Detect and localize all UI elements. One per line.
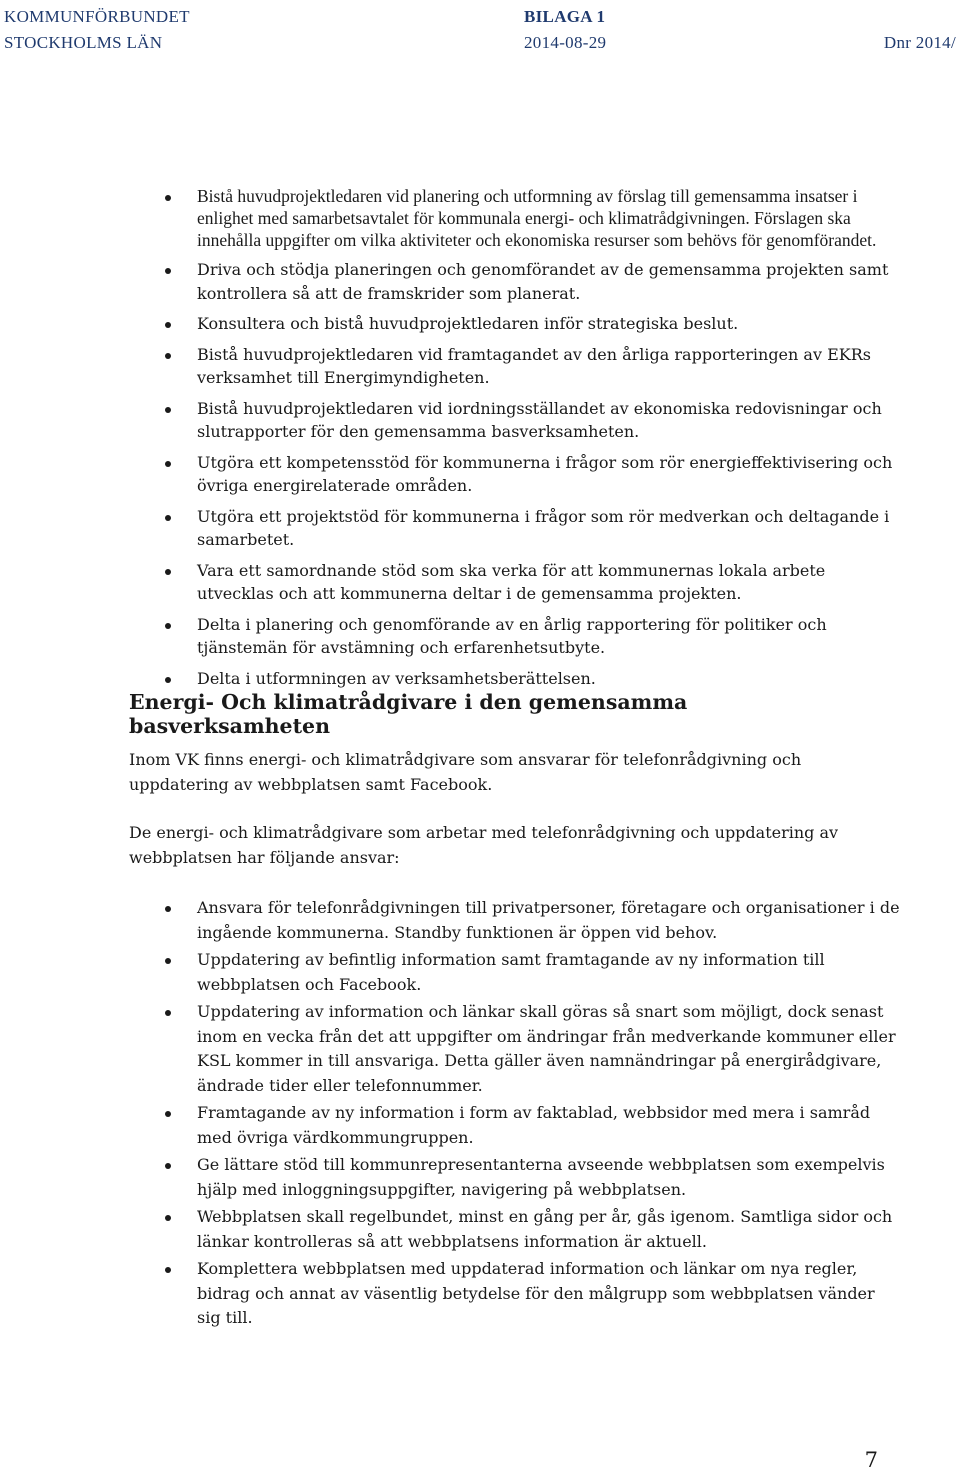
bullet-icon <box>165 353 171 359</box>
bullet-icon <box>165 1163 171 1169</box>
responsibility-intro-paragraph: De energi- och klimatrådgivare som arbetar med telefonrådgivning och uppdatering av webbplatsen har följande ansvar: <box>129 823 839 867</box>
list-item: Uppdatering av information och länkar skall göras så snart som möjligt, dock senast inom en vecka från det att uppgifter om ändringar från medverkande kommuner eller KSL kommer in till ansvariga. Detta gäller även namnändringar på energirådgivare, ändrade tider eller telefonnummer. <box>160 1000 900 1098</box>
document-reference: Dnr 2014/ <box>883 33 956 52</box>
list-item: Ansvara för telefonrådgivningen till privatpersoner, företagare och organisationer i de ingående kommunerna. Standby funktionen är öppen vid behov. <box>160 896 900 945</box>
list-item: Uppdatering av befintlig information samt framtagande av ny information till webbplatsen och Facebook. <box>160 948 900 997</box>
bullet-icon <box>165 906 171 912</box>
list-item: Komplettera webbplatsen med uppdaterad information och länkar om nya regler, bidrag och annat av väsentlig betydelse för den målgrupp som webbplatsen vänder sig till. <box>160 1257 900 1331</box>
section-intro-paragraph: Inom VK finns energi- och klimatrådgivare som ansvarar för telefonrådgivning och uppdatering av webbplatsen samt Facebook. <box>129 750 802 794</box>
list-item: Driva och stödja planeringen och genomförandet av de gemensamma projekten samt kontrollera så att de framskrider som planerat. <box>160 258 900 305</box>
bullet-icon <box>165 1111 171 1117</box>
bullet-icon <box>165 958 171 964</box>
list-item: Bistå huvudprojektledaren vid planering och utformning av förslag till gemensamma insatser i enlighet med samarbetsavtalet för kommunala energi- och klimatrådgivningen. Förslagen ska innehålla uppgifter om vilka aktiviteter och ekonomiska resurser som behövs för genomförandet. <box>160 185 900 251</box>
list-item: Bistå huvudprojektledaren vid framtagandet av den årliga rapporteringen av EKRs verksamhet till Energimyndigheten. <box>160 343 900 390</box>
attachment-label: BILAGA 1 <box>524 7 606 26</box>
list-item: Webbplatsen skall regelbundet, minst en gång per år, gås igenom. Samtliga sidor och länkar kontrolleras så att webbplatsens information är aktuell. <box>160 1205 900 1254</box>
bullet-icon <box>165 1010 171 1016</box>
page-number: 7 <box>864 1448 878 1472</box>
bullet-icon <box>165 569 171 575</box>
bullet-icon <box>165 461 171 467</box>
document-date: 2014-08-29 <box>524 33 607 52</box>
advisor-responsibility-list <box>160 896 900 1334</box>
bullet-icon <box>165 407 171 413</box>
bullet-icon <box>165 1267 171 1273</box>
list-item: Vara ett samordnande stöd som ska verka för att kommunernas lokala arbete utvecklas och att kommunerna deltar i de gemensamma projekten. <box>160 559 900 606</box>
document-header-attachment <box>524 4 606 56</box>
organization-name: KOMMUNFÖRBUNDET <box>4 7 190 26</box>
list-item: Delta i utformningen av verksamhetsberättelsen. <box>160 667 900 691</box>
bullet-icon <box>165 1215 171 1221</box>
list-item: Framtagande av ny information i form av faktablad, webbsidor med mera i samråd med övriga värdkommungruppen. <box>160 1101 900 1150</box>
organization-region: STOCKHOLMS LÄN <box>4 33 163 52</box>
list-item: Bistå huvudprojektledaren vid iordningsställandet av ekonomiska redovisningar och slutrapporter för den gemensamma basverksamheten. <box>160 397 900 444</box>
list-item: Konsultera och bistå huvudprojektledaren inför strategiska beslut. <box>160 312 900 336</box>
document-header-organization <box>4 4 190 56</box>
bullet-icon <box>165 677 171 683</box>
bullet-icon <box>165 515 171 521</box>
list-item: Delta i planering och genomförande av en årlig rapportering för politiker och tjänstemän för avstämning och erfarenhetsutbyte. <box>160 613 900 660</box>
list-item: Utgöra ett kompetensstöd för kommunerna i frågor som rör energieffektivisering och övriga energirelaterade områden. <box>160 451 900 498</box>
list-item: Ge lättare stöd till kommunrepresentanterna avseende webbplatsen som exempelvis hjälp med inloggningsuppgifter, navigering på webbplatsen. <box>160 1153 900 1202</box>
bullet-icon <box>165 623 171 629</box>
section-heading: Energi- Och klimatrådgivare i den gemensamma basverksamheten <box>129 690 688 738</box>
bullet-icon <box>165 195 171 201</box>
list-item: Utgöra ett projektstöd för kommunerna i frågor som rör medverkan och deltagande i samarbetet. <box>160 505 900 552</box>
responsibility-list <box>160 185 900 697</box>
bullet-icon <box>165 268 171 274</box>
bullet-icon <box>165 322 171 328</box>
